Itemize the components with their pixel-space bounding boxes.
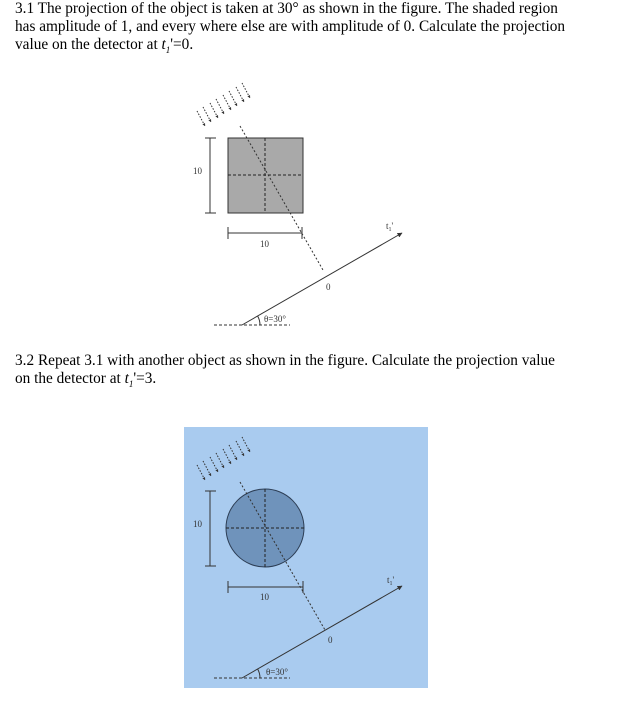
width-label: 10 <box>260 239 269 249</box>
height-dimension <box>205 138 216 213</box>
figure-background <box>184 427 428 688</box>
height-label: 10 <box>193 166 202 176</box>
axis-label: $t_1'$ <box>387 575 395 587</box>
problem-3-1-line-2: has amplitude of 1, and every where else are with amplitude of 0. Calculate the projection <box>15 18 566 35</box>
problem-3-1-line-3: value on the detector at $t_1'=0$. <box>15 36 194 56</box>
angle-label: θ=30° <box>266 667 288 677</box>
width-label: 10 <box>260 592 269 602</box>
axis-label: $t_1'$ <box>386 221 394 233</box>
height-label: 10 <box>193 519 202 529</box>
problem-3-2-line-1: 3.2 Repeat 3.1 with another object as shown in the figure. Calculate the projection value <box>15 352 555 369</box>
angle-label: θ=30° <box>264 314 286 324</box>
width-dimension <box>228 227 302 239</box>
ray-arrows-icon <box>197 83 250 126</box>
figure-3-2 <box>184 427 428 688</box>
figure-3-1 <box>193 83 402 325</box>
origin-label: 0 <box>326 282 331 292</box>
origin-label: 0 <box>328 635 333 645</box>
problem-3-1-line-1: 3.1 The projection of the object is taken at 30° as shown in the figure. The shaded region <box>15 0 558 17</box>
problem-3-2-line-2: on the detector at $t_1'=3$. <box>15 370 157 390</box>
